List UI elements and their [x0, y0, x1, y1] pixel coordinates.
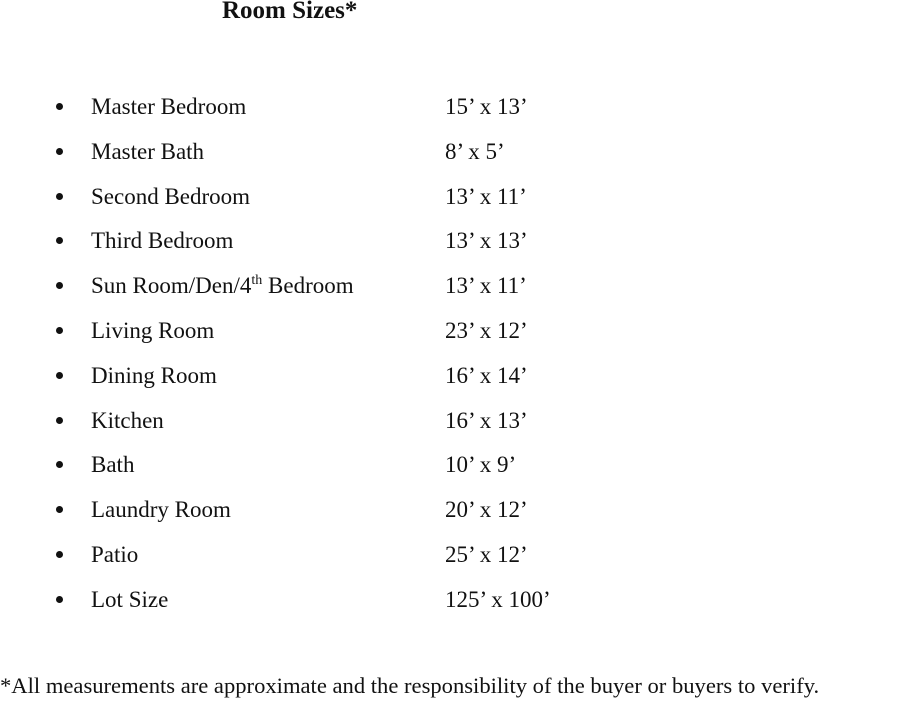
list-item	[0, 357, 898, 402]
room-size: 15’ x 13’	[445, 94, 528, 119]
room-name: Third Bedroom	[91, 228, 234, 254]
room-size: 8’ x 5’	[445, 138, 505, 164]
room-name: Patio	[91, 541, 139, 567]
bullet-icon	[56, 103, 63, 110]
bullet-icon	[56, 237, 63, 244]
bullet-icon	[56, 506, 63, 513]
bullet-icon	[56, 596, 63, 603]
list-item	[0, 312, 898, 357]
list-item	[0, 536, 898, 581]
room-size: 16’ x 14’	[445, 362, 528, 388]
room-name: Kitchen	[91, 407, 164, 433]
room-size: 23’ x 12’	[445, 317, 528, 343]
room-list	[0, 88, 898, 626]
room-name-part: Sun Room/Den/4	[91, 273, 252, 299]
room-name: Living Room	[91, 317, 215, 343]
bullet-icon	[56, 461, 63, 468]
ordinal-suffix: th	[251, 273, 263, 289]
list-item	[0, 267, 898, 312]
room-size: 125’ x 100’	[445, 586, 551, 612]
bullet-icon	[56, 148, 63, 155]
room-size: 16’ x 13’	[445, 407, 528, 433]
bullet-icon	[56, 372, 63, 379]
list-item	[0, 581, 898, 626]
room-name: Master Bath	[91, 138, 205, 164]
list-item	[0, 133, 898, 178]
room-name: Second Bedroom	[91, 183, 251, 209]
list-item	[0, 402, 898, 447]
bullet-icon	[56, 551, 63, 558]
room-name-part: Bedroom	[262, 273, 354, 299]
room-name: Master Bedroom	[91, 94, 247, 119]
list-item	[0, 88, 898, 133]
page-title: Room Sizes*	[222, 0, 358, 24]
room-size: 13’ x 11’	[445, 273, 527, 299]
bullet-icon	[56, 282, 63, 289]
list-item	[0, 178, 898, 223]
room-name	[91, 267, 354, 305]
bullet-icon	[56, 327, 63, 334]
room-size: 10’ x 9’	[445, 452, 517, 478]
room-name: Bath	[91, 452, 135, 478]
list-item	[0, 222, 898, 267]
room-size: 13’ x 11’	[445, 183, 527, 209]
room-name: Laundry Room	[91, 497, 231, 523]
room-name: Dining Room	[91, 362, 217, 388]
footnote: *All measurements are approximate and the responsibility of the buyer or buyers to verify.	[0, 673, 820, 698]
room-size: 25’ x 12’	[445, 541, 528, 567]
bullet-icon	[56, 193, 63, 200]
list-item	[0, 446, 898, 491]
list-item	[0, 491, 898, 536]
bullet-icon	[56, 417, 63, 424]
room-size: 20’ x 12’	[445, 497, 528, 523]
room-name: Lot Size	[91, 586, 169, 612]
room-size: 13’ x 13’	[445, 228, 528, 254]
